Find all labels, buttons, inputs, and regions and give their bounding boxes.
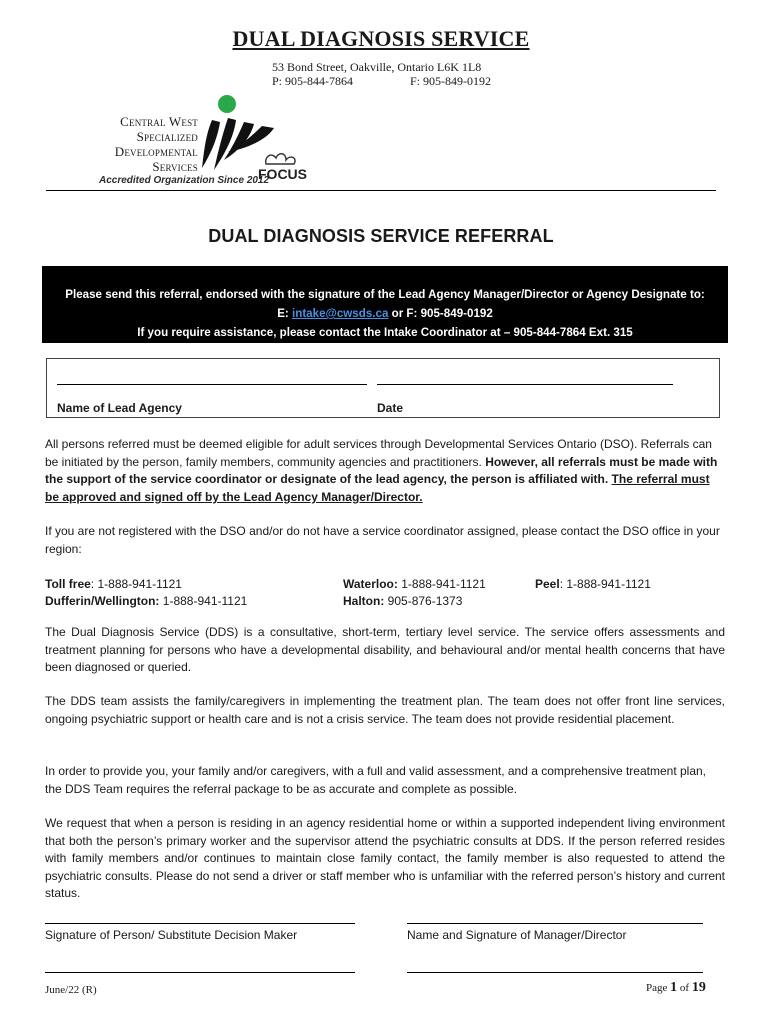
agency-date-box xyxy=(46,358,720,418)
dso-note: If you are not registered with the DSO and/or do not have a service coordinator assigned, please contact the DSO office in your region: xyxy=(45,524,720,556)
contact-value: 1-888-941-1121 xyxy=(162,594,248,608)
logo-wordmark xyxy=(86,114,198,174)
total-pages: 19 xyxy=(691,980,706,995)
contact-sep: : xyxy=(90,577,98,591)
contact-address xyxy=(272,60,491,88)
logo-line-4: Services xyxy=(152,159,198,174)
dds-description: The Dual Diagnosis Service (DDS) is a consultative, short-term, tertiary level service. The service offers assessments and treatment planning for persons who have a developmental disability, and behavioural and/or mental health concerns that have been diagnosed or queried. xyxy=(45,625,725,675)
accreditation-note: Accredited Organization Since 2012 xyxy=(99,175,270,186)
page-word: Page xyxy=(646,982,668,994)
focus-text: FOCUS xyxy=(258,166,307,182)
contact-label: Waterloo: xyxy=(343,577,398,591)
contact-label: Halton: xyxy=(343,594,385,608)
contact-label: Peel xyxy=(535,577,560,591)
contact-halton xyxy=(343,593,462,610)
of-word: of xyxy=(679,982,690,994)
submission-instructions xyxy=(42,266,728,343)
manager-signature-label: Name and Signature of Manager/Director xyxy=(407,928,627,942)
agency-name-field[interactable] xyxy=(57,384,367,385)
eligibility-paragraph xyxy=(45,436,725,506)
contact-peel xyxy=(535,576,651,593)
contact-dufferin-wellington xyxy=(45,593,247,610)
assessment-note: In order to provide you, your family and/or caregivers, with a full and valid assessment, and a comprehensive treatment plan, the DDS Team requires the referral package to be as accurate and complete as possible. xyxy=(45,764,707,796)
agency-name-label: Name of Lead Agency xyxy=(57,401,182,415)
logo-line-1: Central West xyxy=(120,114,198,129)
contact-value: 1-888-941-1121 xyxy=(401,577,486,591)
team-description: The DDS team assists the family/caregivers in implementing the treatment plan. The team does not offer front line services, ongoing psychiatric support or health care and is not a crisis service. The team does not provide residential placement. xyxy=(45,694,725,726)
revision-date: June/22 (R) xyxy=(45,984,97,996)
fax-suffix: or F: 905-849-0192 xyxy=(388,307,493,320)
attendance-request: We request that when a person is residing in an agency residential home or within a supported independent living environment that both the person’s primary worker and the supervisor attend the psychiatric consults at DDS. If the person referred resides with family members and/or continues to maintain close family contact, the family member is also requested to attend the psychiatric consults. Please do not send a driver or staff member who is unfamiliar with the referred person’s history and current status. xyxy=(45,816,725,901)
header-divider xyxy=(46,190,716,191)
contact-value: 1-888-941-1121 xyxy=(97,577,182,591)
page-number xyxy=(646,980,706,996)
current-page: 1 xyxy=(670,980,678,995)
instructions-line-2 xyxy=(42,304,728,323)
person-date-field[interactable] xyxy=(45,972,355,973)
address-line: 53 Bond Street, Oakville, Ontario L6K 1L8 xyxy=(272,60,482,74)
phone-number: P: 905-844-7864 xyxy=(272,74,353,88)
intake-email-link[interactable]: intake@cwsds.ca xyxy=(292,307,389,320)
contact-value: 905-876-1373 xyxy=(387,594,463,608)
manager-signature-field[interactable] xyxy=(407,923,703,924)
fax-number: F: 905-849-0192 xyxy=(410,74,491,88)
contact-sep: : xyxy=(559,577,567,591)
instructions-line-3: If you require assistance, please contact the Intake Coordinator at – 905-844-7864 Ext. 315 xyxy=(137,326,633,339)
contact-label: Toll free xyxy=(45,577,91,591)
manager-date-field[interactable] xyxy=(407,972,703,973)
contact-waterloo xyxy=(343,576,486,593)
service-title: DUAL DIAGNOSIS SERVICE xyxy=(232,26,530,51)
person-signature-field[interactable] xyxy=(45,923,355,924)
organization-logo xyxy=(84,92,324,192)
eligibility-text: All persons referred must be deemed eligible for adult services through Developmental Services Ontario (DSO). Referrals can be initiated by the person, family members, community agencies and practitioners. xyxy=(45,437,712,469)
logo-line-3: Developmental xyxy=(114,144,198,159)
contact-label: Dufferin/Wellington: xyxy=(45,594,160,608)
document-title: DUAL DIAGNOSIS SERVICE REFERRAL xyxy=(208,226,554,246)
date-field[interactable] xyxy=(377,384,673,385)
logo-mark-icon xyxy=(192,92,322,184)
eligibility-approval: The referral must be approved and signed off by the Lead Agency Manager/Director. xyxy=(45,472,710,504)
logo-line-2: Specialized xyxy=(136,129,198,144)
email-prefix: E: xyxy=(277,307,293,320)
contact-value: 1-888-941-1121 xyxy=(566,577,651,591)
contact-toll-free xyxy=(45,576,182,593)
eligibility-bold: However, all referrals must be made with the support of the service coordinator or designate of the lead agency, the person is affiliated with. xyxy=(45,454,718,487)
person-signature-label: Signature of Person/ Substitute Decision Maker xyxy=(45,928,298,942)
date-label: Date xyxy=(377,401,404,415)
instructions-line-1: Please send this referral, endorsed with the signature of the Lead Agency Manager/Director or Agency Designate to: xyxy=(65,288,705,301)
